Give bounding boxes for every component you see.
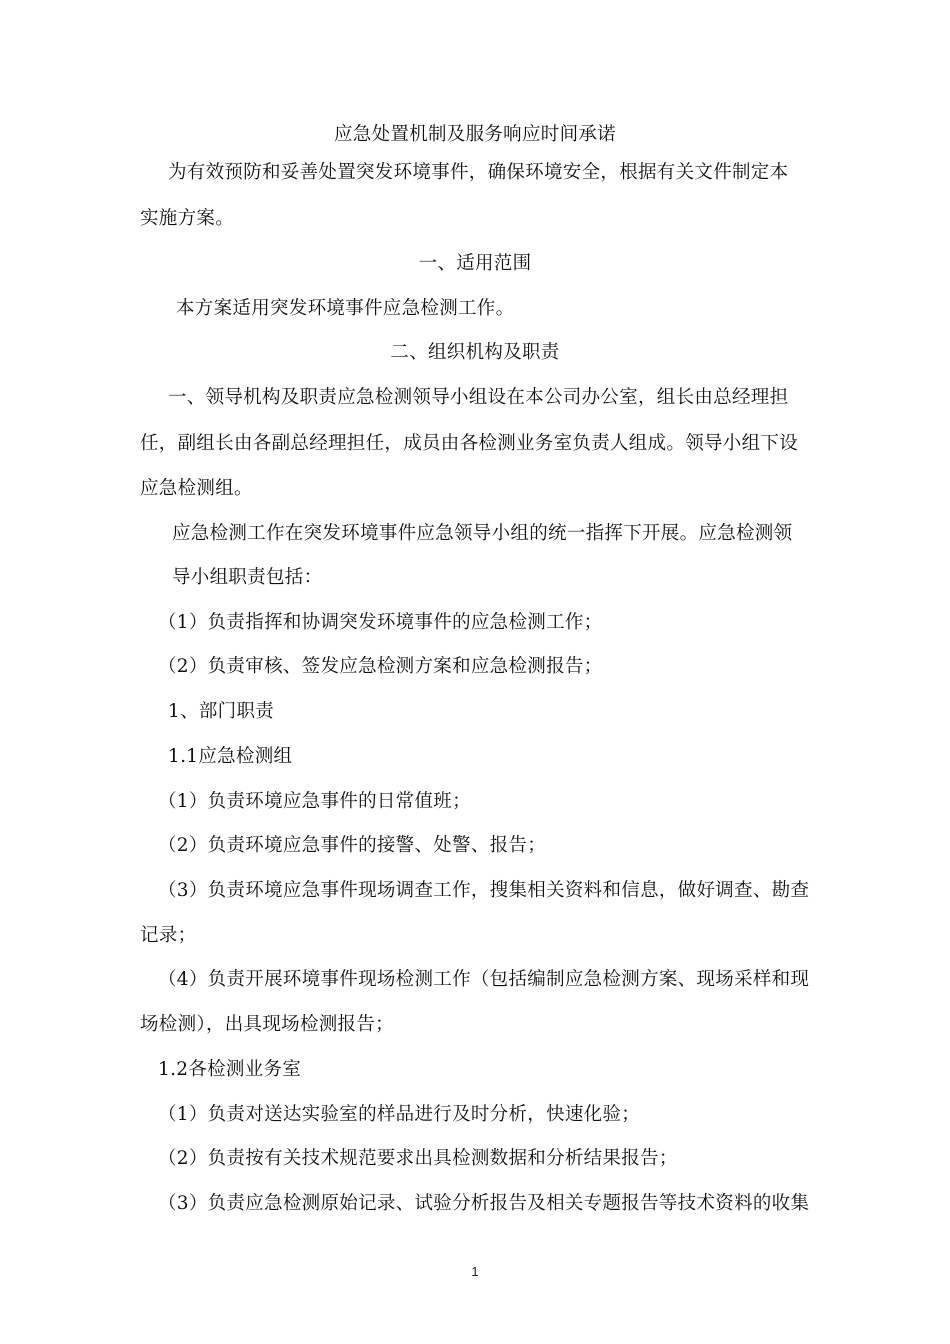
scope-text: 本方案适用突发环境事件应急检测工作。 (176, 298, 515, 319)
org-para2-line-2: 导小组职责包括： (172, 567, 323, 588)
org-para1-line-1: 一、领导机构及职责应急检测领导小组设在本公司办公室，组长由总经理担 (168, 387, 789, 408)
duty-item-2: （2）负责审核、签发应急检测方案和应急检测报告； (158, 656, 603, 677)
lab-item-3: （3）负责应急检测原始记录、试验分析报告及相关专题报告等技术资料的收集 (158, 1193, 810, 1214)
org-para1-line-2: 任，副组长由各副总经理担任，成员由各检测业务室负责人组成。领导小组下设 (140, 433, 799, 454)
page-number: 1 (471, 1264, 479, 1279)
group-item-4: （4）负责开展环境事件现场检测工作（包括编制应急检测方案、现场采样和现 (158, 969, 810, 990)
org-para1-line-3: 应急检测组。 (140, 478, 253, 499)
group-item-3: （3）负责环境应急事件现场调查工作，搜集相关资料和信息，做好调查、勘查 (158, 880, 810, 901)
lab-item-1: （1）负责对送达实验室的样品进行及时分析，快速化验； (158, 1104, 641, 1125)
section-heading-organization: 二、组织机构及职责 (390, 342, 560, 363)
group-item-2: （2）负责环境应急事件的接警、处警、报告； (158, 835, 547, 856)
section-heading-scope: 一、适用范围 (418, 253, 532, 274)
document-title: 应急处置机制及服务响应时间承诺 (333, 124, 616, 145)
intro-line-1: 为有效预防和妥善处置突发环境事件，确保环境安全，根据有关文件制定本 (168, 162, 789, 183)
dept-heading: 1、部门职责 (168, 701, 275, 722)
group-heading: 1.1应急检测组 (168, 746, 293, 767)
org-para2-line-1: 应急检测工作在突发环境事件应急领导小组的统一指挥下开展。应急检测领 (172, 523, 793, 544)
group-item-3-cont: 记录； (140, 925, 197, 946)
lab-item-2: （2）负责按有关技术规范要求出具检测数据和分析结果报告； (158, 1148, 678, 1169)
lab-heading: 1.2各检测业务室 (158, 1059, 302, 1080)
duty-item-1: （1）负责指挥和协调突发环境事件的应急检测工作； (158, 612, 603, 633)
intro-line-2: 实施方案。 (140, 208, 235, 229)
group-item-4-cont: 场检测），出具现场检测报告； (140, 1014, 394, 1035)
group-item-1: （1）负责环境应急事件的日常值班； (158, 791, 471, 812)
